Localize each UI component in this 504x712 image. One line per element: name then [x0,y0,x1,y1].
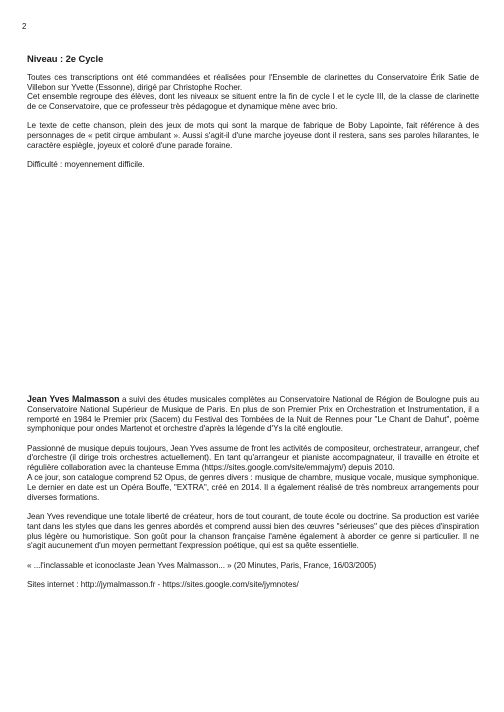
bio-paragraph-activities: Passionné de musique depuis toujours, Jean Yves assume de front les activités de compositeur, orchestrateur, arrangeur, chef d'orchestre (il dirige trois orchestres actuellement). En tant qu'arrangeur et pianiste accompagnateur, il travaille en étroite et régulière collaboration avec la chanteuse Emma (https://sites.google.com/site/emmajym/) depuis 2010. [27,443,479,473]
composer-name: Jean Yves Malmasson [27,394,120,404]
websites-line: Sites internet : http://jymalmasson.fr - https://sites.google.com/site/jymnotes/ [27,579,299,589]
intro-paragraph-commission: Toutes ces transcriptions ont été commandées et réalisées pour l'Ensemble de clarinettes du Conservatoire Érik Satie de Villebon sur Yvette (Essonne), dirigé par Christophe Rocher. [27,72,479,92]
biography-section [27,395,479,599]
bio-paragraph-studies [27,395,479,434]
level-heading: Niveau : 2e Cycle [27,53,104,64]
bio-studies-text: a suivi des études musicales complètes au Conservatoire National de Région de Boulogne puis au Conservatoire National Supérieur de Musique de Paris. En plus de son Premier Prix en Orchestration et Instrumentation, il a remporté en 1984 le Premier prix (Sacem) du Festival des Tombées de la Nuit de Rennes pour "Le Chant de Dahut", poème symphonique pour ondes Martenot et orchestre d'après la légende d'Ys la cité engloutie. [27,395,479,434]
intro-paragraph-song: Le texte de cette chanson, plein des jeux de mots qui sont la marque de fabrique de Boby Lapointe, fait référence à des personnages de « petit cirque ambulant ». Aussi s'agit-il d'une marche joyeuse dont il restera, sans ses paroles hilarantes, le caractère espiègle, joyeux et coloré d'une parade foraine. [27,121,479,151]
page-number: 2 [22,22,27,31]
press-quote: « ...l'inclassable et iconoclaste Jean Yves Malmasson... » (20 Minutes, Paris, France, 16/03/2005) [27,560,377,570]
bio-paragraph-catalogue: A ce jour, son catalogue comprend 52 Opus, de genres divers : musique de chambre, musique vocale, musique symphonique. Le dernier en date est un Opéra Bouffe, "EXTRA", créé en 2014. Il a également réalisé de très nombreux arrangements pour diverses formations. [27,473,479,502]
bio-paragraph-freedom: Jean Yves revendique une totale liberté de créateur, hors de tout courant, de toute école ou doctrine. Sa production est variée tant dans les styles que dans les genres abordés et comprend aussi bien des œuvres "sérieuses" que des pièces d'inspiration plus légère ou humoristique. Son goût pour la chanson française l'amène également à aborder ce genre si particulier. Il ne s'agit aucunement d'un moyen permettant l'expression poétique, qui est sa quête essentielle. [27,511,479,551]
intro-section [27,54,479,180]
intro-paragraph-ensemble: Cet ensemble regroupe des élèves, dont les niveaux se situent entre la fin de cycle I et le cycle III, de la classe de clarinette de ce Conservatoire, que ce professeur très pédagogue et dynamique mène avec brio. [27,92,479,112]
difficulty-text: Difficulté : moyennement difficile. [27,160,145,170]
